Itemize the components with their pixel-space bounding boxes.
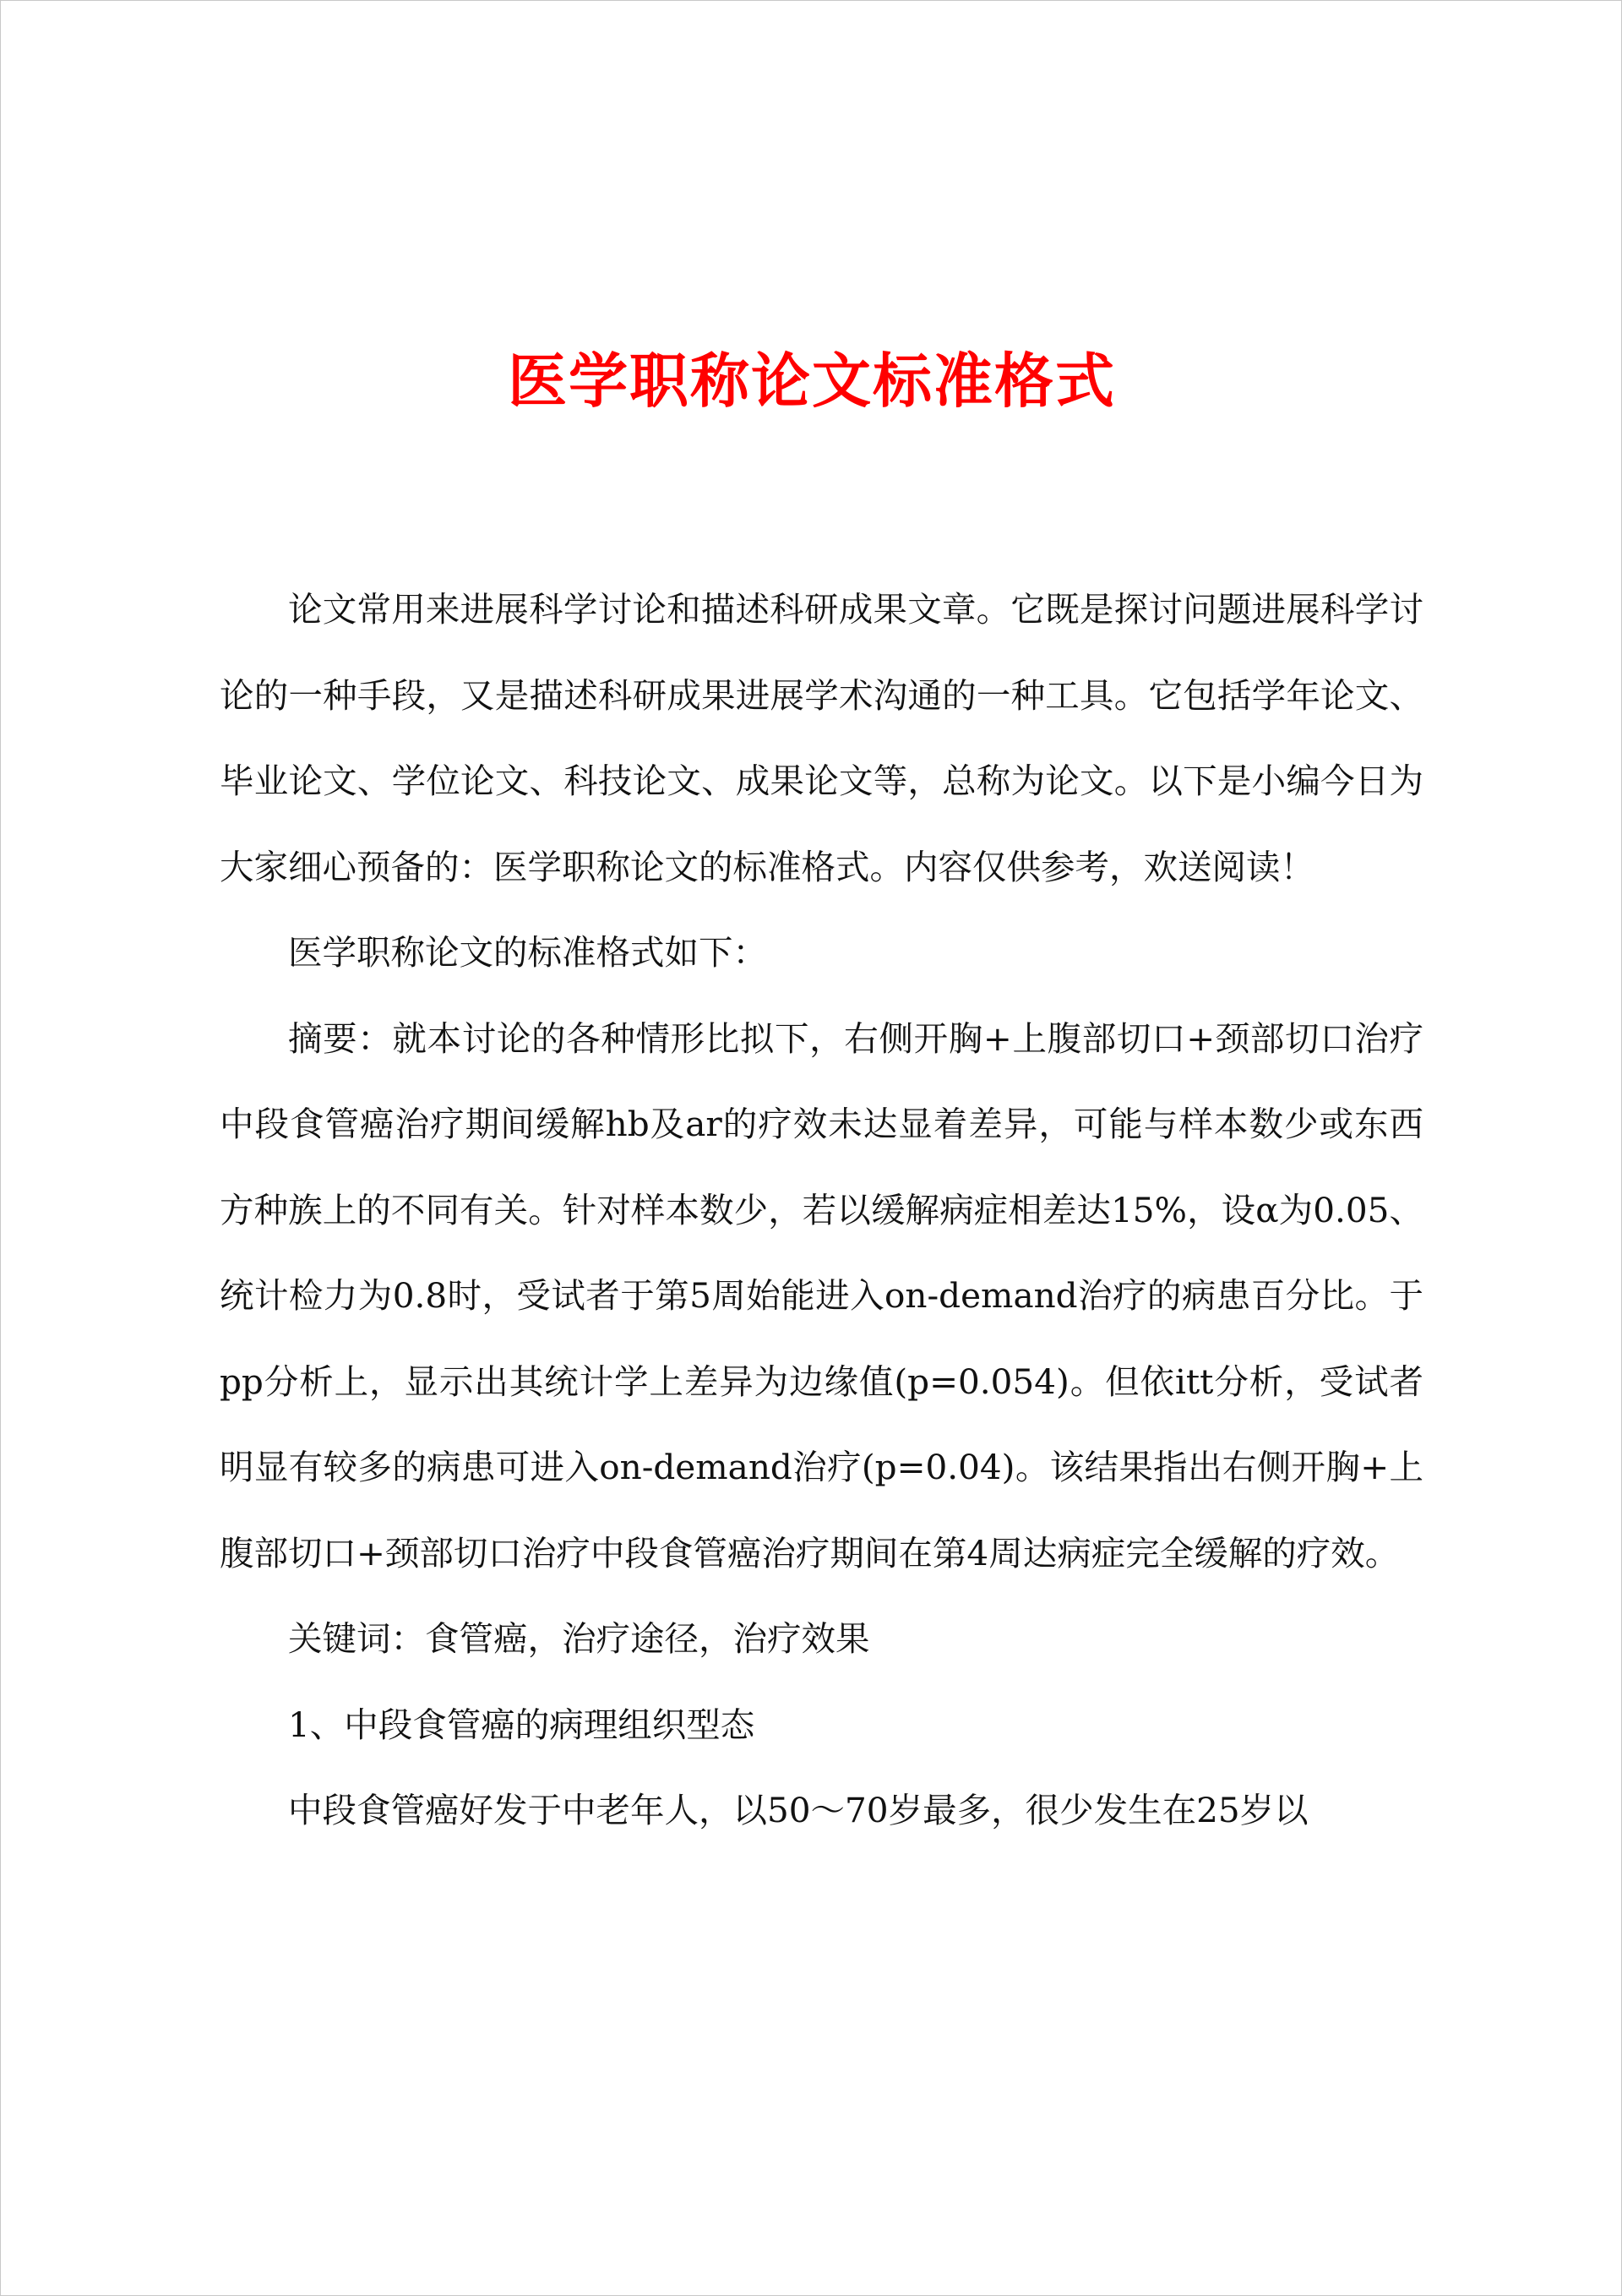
paragraph-format-heading: 医学职称论文的标准格式如下： <box>288 932 767 973</box>
document-body <box>220 567 1423 1854</box>
section-heading-1: 1、中段食管癌的病理组织型态 <box>288 1704 755 1745</box>
document-title: 医学职称论文标准格式 <box>508 346 1116 416</box>
paragraph-section-1: 中段食管癌好发于中老年人，以50～70岁最多，很少发生在25岁以 <box>288 1790 1309 1830</box>
paragraph-abstract: 摘要：就本讨论的各种情形比拟下，右侧开胸+上腹部切口+颈部切口治疗中段食管癌治疗期间缓解hb及ar的疗效未达显着差异，可能与样本数少或东西方种族上的不同有关。针对样本数少，若以缓解病症相差达15%，设α为0.05、统计检力为0.8时，受试者于第5周始能进入on-demand治疗的病患百分比。于pp分析上，显示出其统计学上差异为边缘值(p=0.054)。但依itt分析，受试者明显有较多的病患可进入on-demand治疗(p=0.04)。该结果指出右侧开胸+上腹部切口+颈部切口治疗中段食管癌治疗期间在第4周达病症完全缓解的疗效。 <box>220 1017 1423 1573</box>
paragraph-intro: 论文常用来进展科学讨论和描述科研成果文章。它既是探讨问题进展科学讨论的一种手段，又是描述科研成果进展学术沟通的一种工具。它包括学年论文、毕业论文、学位论文、科技论文、成果论文等，总称为论文。以下是小编今日为大家细心预备的：医学职称论文的标准格式。内容仅供参考，欢送阅读！ <box>220 589 1423 887</box>
paragraph-keywords: 关键词：食管癌，治疗途径，治疗效果 <box>288 1618 870 1659</box>
